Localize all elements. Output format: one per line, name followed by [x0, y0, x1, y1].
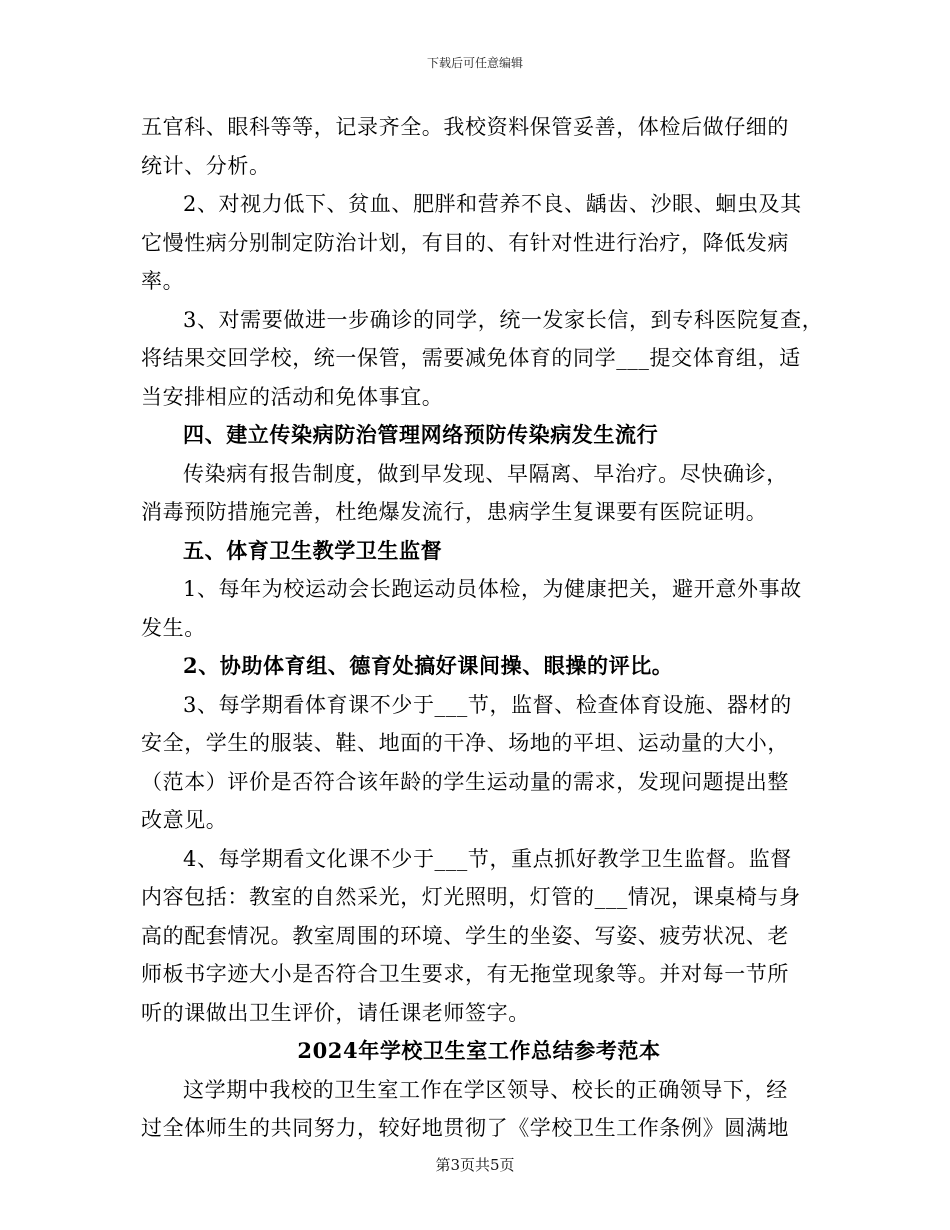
body-text-line: 2、对视力低下、贫血、肥胖和营养不良、龋齿、沙眼、蛔虫及其 — [183, 192, 802, 216]
body-text-line: 这学期中我校的卫生室工作在学区领导、校长的正确领导下，经 — [183, 1077, 788, 1102]
body-text-line: 内容包括：教室的自然采光，灯光照明，灯管的___情况，课桌椅与身 — [141, 885, 801, 909]
body-text-line: 听的课做出卫生评价，请任课老师签字。 — [141, 1000, 530, 1025]
body-text-line: 高的配套情况。教室周围的环境、学生的坐姿、写姿、疲劳状况、老 — [141, 923, 789, 948]
body-text-line: 发生。 — [141, 615, 206, 640]
document-body — [141, 108, 824, 1148]
body-text-line: 过全体师生的共同努力，较好地贯彻了《学校卫生工作条例》圆满地 — [141, 1116, 789, 1140]
body-text-line: 4、每学期看文化课不少于___节，重点抓好教学卫生监督。监督 — [183, 846, 792, 871]
section-heading-line: 四、建立传染病防治管理网络预防传染病发生流行 — [183, 422, 659, 447]
body-text-line: 将结果交回学校，统一保管，需要减免体育的同学___提交体育组，适 — [141, 346, 801, 370]
body-text-line: 传染病有报告制度，做到早发现、早隔离、早治疗。尽快确诊， — [183, 461, 788, 486]
body-text-line: 安全，学生的服装、鞋、地面的干净、场地的平坦、运动量的大小， — [141, 731, 789, 755]
body-text-line: 它慢性病分别制定防治计划，有目的、有针对性进行治疗，降低发病 — [141, 230, 789, 255]
body-text-line: 率。 — [141, 269, 185, 293]
document-title: 2024年学校卫生室工作总结参考范本 — [297, 1038, 661, 1063]
body-text-line: 统计、分析。 — [141, 153, 271, 178]
body-text-line: 3、对需要做进一步确诊的同学，统一发家长信，到专科医院复查， — [183, 307, 824, 332]
body-text-line: 改意见。 — [141, 808, 228, 832]
body-text-line: 消毒预防措施完善，杜绝爆发流行，患病学生复课要有医院证明。 — [141, 500, 768, 524]
page-header-note: 下载后可任意编辑 — [426, 56, 523, 70]
body-text-line: 1、每年为校运动会长跑运动员体检，为健康把关，避开意外事故 — [183, 577, 802, 601]
section-heading-line: 2、协助体育组、德育处搞好课间操、眼操的评比。 — [183, 653, 674, 678]
body-text-line: 3、每学期看体育课不少于___节，监督、检查体育设施、器材的 — [183, 692, 792, 717]
body-text-line: （范本）评价是否符合该年龄的学生运动量的需求，发现问题提出整 — [141, 769, 789, 794]
section-heading-line: 五、体育卫生教学卫生监督 — [183, 537, 443, 563]
body-text-line: 师板书字迹大小是否符合卫生要求，有无拖堂现象等。并对每一节所 — [141, 962, 789, 986]
body-text-line: 五官科、眼科等等，记录齐全。我校资料保管妥善，体检后做仔细的 — [141, 115, 789, 139]
body-text-line: 当安排相应的活动和免体事宜。 — [141, 384, 444, 409]
page-number-footer: 第3页共5页 — [435, 1156, 515, 1174]
